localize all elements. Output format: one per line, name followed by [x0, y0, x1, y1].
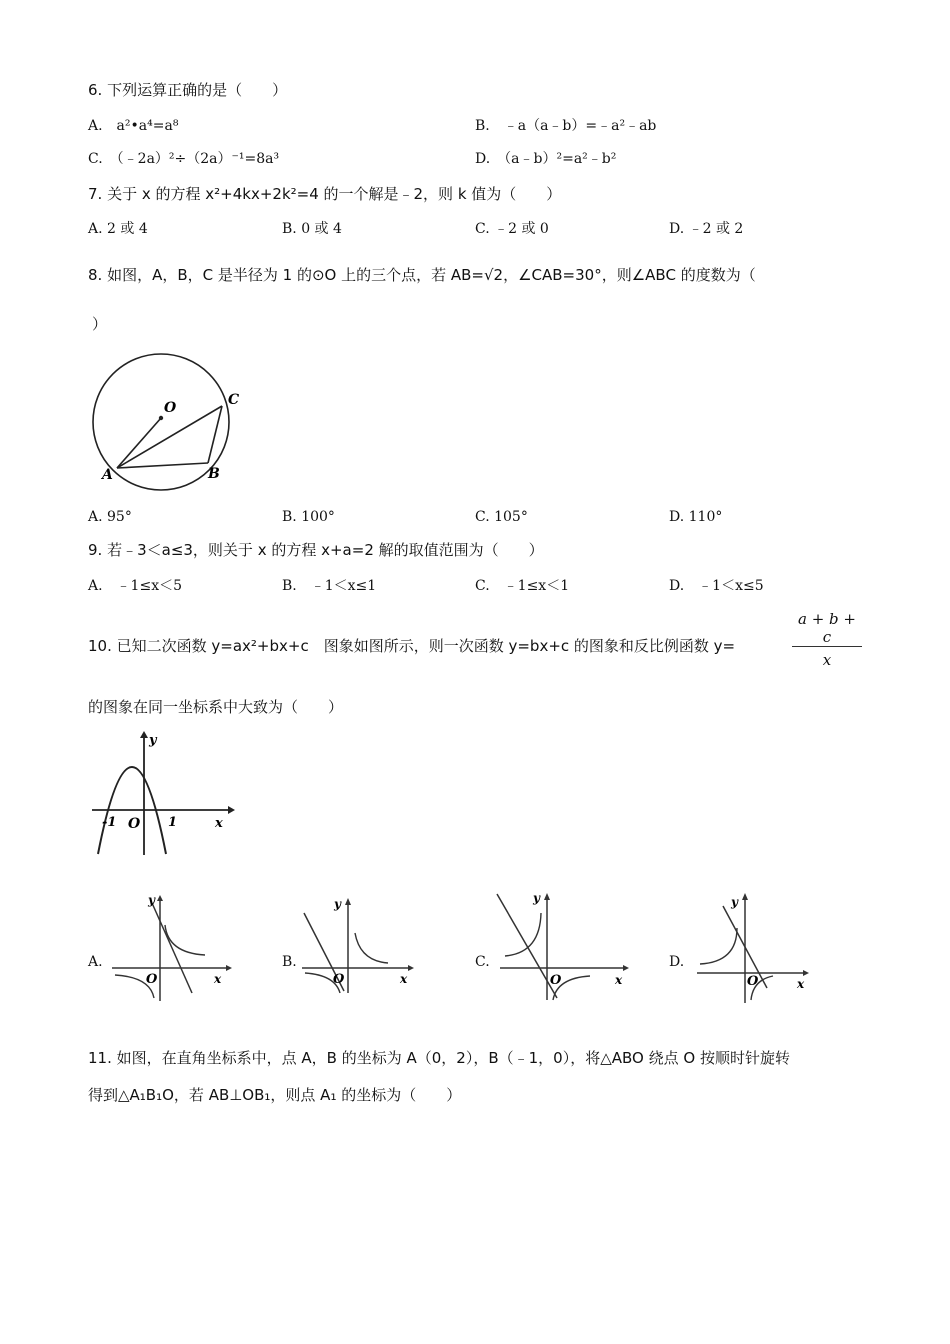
question-10-stem-2: 的图象在同一坐标系中大致为（ ）: [88, 698, 344, 716]
tick-neg1-label: -1: [102, 815, 117, 830]
question-7-option-d: D. ﹣2 或 2: [669, 221, 744, 237]
question-6-option-b: B. ﹣a（a﹣b）=﹣a²﹣ab: [475, 118, 657, 134]
option-c-graph: [495, 888, 635, 1003]
question-8-option-d: D. 110°: [669, 509, 723, 525]
option-b-origin-label: O: [333, 972, 345, 987]
point-o-label: O: [164, 400, 177, 416]
question-6-option-a: A. a²•a⁴=a⁸: [88, 118, 179, 134]
circle-figure: [88, 365, 248, 485]
question-9-option-b: B. ﹣1＜x≤1: [282, 578, 377, 594]
question-10-option-a: A.: [88, 954, 103, 970]
option-a-x-label: x: [214, 972, 222, 986]
point-c-label: C: [228, 392, 240, 408]
option-c-x-label: x: [615, 973, 623, 987]
question-8-option-b: B. 100°: [282, 509, 335, 525]
question-9-option-d: D. ﹣1＜x≤5: [669, 578, 764, 594]
tick-pos1-label: 1: [168, 815, 178, 830]
x-axis-label: x: [215, 816, 223, 831]
option-c-origin-label: O: [550, 973, 562, 988]
option-d-x-label: x: [797, 977, 805, 991]
option-c-y-label: y: [533, 891, 540, 905]
question-8-option-a: A. 95°: [88, 509, 132, 525]
question-9-option-c: C. ﹣1≤x＜1: [475, 578, 570, 594]
option-a-y-label: y: [148, 893, 155, 907]
parabola-figure: [88, 730, 238, 860]
option-b-y-label: y: [334, 897, 341, 911]
question-8-stem-end: ）: [92, 315, 108, 333]
question-10-option-b: B.: [282, 954, 297, 970]
fraction-expression: [792, 610, 862, 669]
question-10-option-d: D.: [669, 954, 685, 970]
option-a-origin-label: O: [146, 972, 158, 987]
option-b-graph: [300, 893, 425, 1003]
point-a-label: A: [102, 467, 113, 483]
question-8-option-c: C. 105°: [475, 509, 528, 525]
fraction-numerator: a + b + c: [792, 610, 862, 647]
fraction-denominator: x: [822, 651, 832, 669]
question-7-option-b: B. 0 或 4: [282, 221, 342, 237]
option-d-y-label: y: [731, 895, 738, 909]
question-6-option-c: C. （﹣2a）²÷（2a）⁻¹=8a³: [88, 151, 280, 167]
question-11-line-2: 得到△A₁B₁O，若 AB⊥OB₁，则点 A₁ 的坐标为（ ）: [88, 1086, 462, 1104]
question-7-option-a: A. 2 或 4: [88, 221, 148, 237]
question-9-stem: 9. 若﹣3＜a≤3，则关于 x 的方程 x+a=2 解的取值范围为（ ）: [88, 541, 544, 559]
question-10-stem: 10. 已知二次函数 y=ax²+bx+c 图象如图所示，则一次函数 y=bx+c 的图象和反比例函数 y=: [88, 637, 736, 655]
point-b-label: B: [208, 466, 220, 482]
question-9-option-a: A. ﹣1≤x＜5: [88, 578, 183, 594]
question-7-option-c: C. ﹣2 或 0: [475, 221, 549, 237]
option-b-x-label: x: [400, 972, 408, 986]
option-a-graph: [110, 893, 235, 1003]
option-d-graph: [695, 888, 825, 1003]
question-8-stem: 8. 如图，A，B，C 是半径为 1 的⊙O 上的三个点，若 AB=√2，∠CAB=30°，则∠ABC 的度数为（: [88, 266, 756, 284]
option-d-origin-label: O: [747, 974, 759, 989]
question-10-option-c: C.: [475, 954, 490, 970]
question-6-option-d: D. （a﹣b）²=a²﹣b²: [475, 151, 617, 167]
question-6-stem: 6. 下列运算正确的是（ ）: [88, 81, 288, 99]
question-11-line-1: 11. 如图，在直角坐标系中，点 A，B 的坐标为 A（0，2），B（﹣1，0），将△ABO 绕点 O 按顺时针旋转: [88, 1049, 790, 1067]
y-axis-label: y: [149, 733, 157, 748]
question-7-stem: 7. 关于 x 的方程 x²+4kx+2k²=4 的一个解是﹣2，则 k 值为（ ）: [88, 185, 562, 203]
origin-label: O: [128, 816, 141, 832]
